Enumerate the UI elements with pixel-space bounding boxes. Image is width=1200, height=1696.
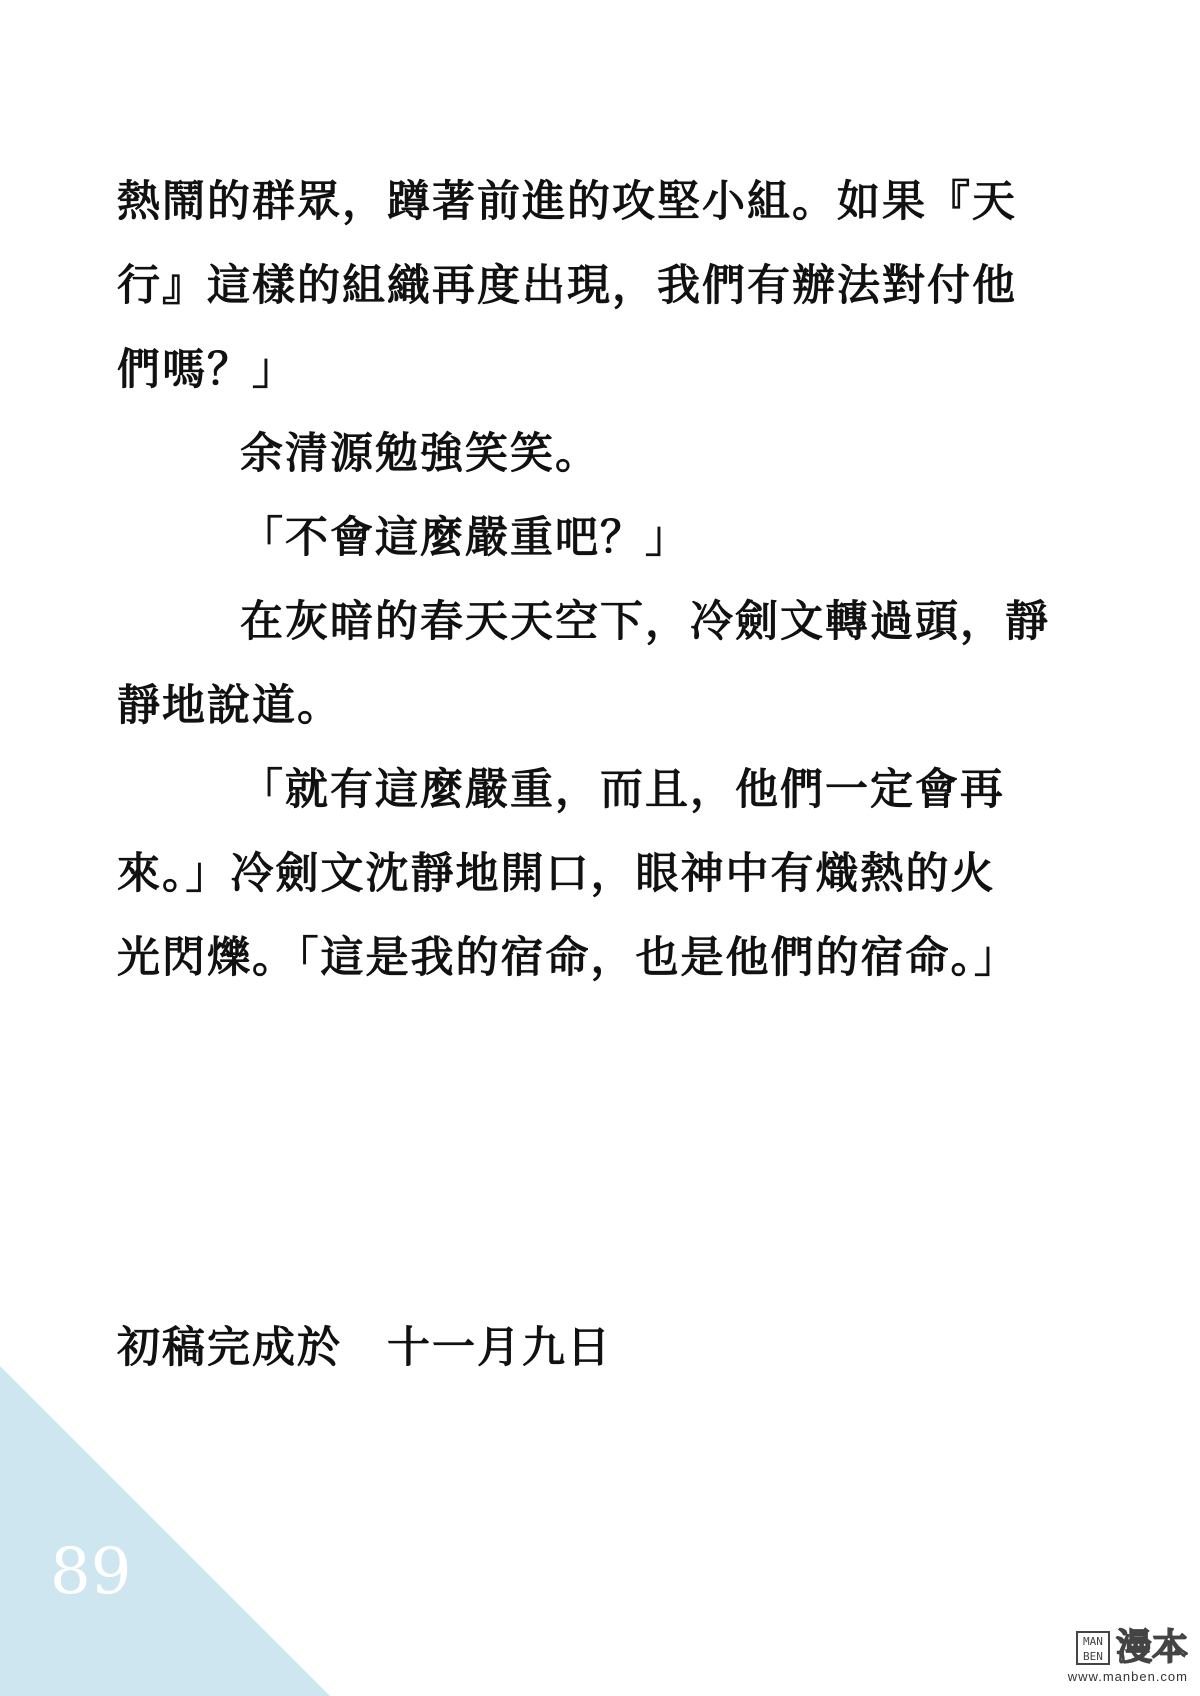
text-line: 熱鬧的群眾，蹲著前進的攻堅小組。如果『天 [117, 177, 1017, 227]
text-line: 在灰暗的春天天空下，冷劍文轉過頭，靜 [240, 597, 1050, 647]
text-line: 行』這樣的組織再度出現，我們有辦法對付他 [117, 261, 1017, 311]
watermark-logo [1038, 1629, 1188, 1667]
watermark-logo-text: 漫本 [1115, 1627, 1188, 1668]
text-line: 「就有這麼嚴重，而且，他們一定會再 [240, 765, 1005, 815]
text-line: 來。」冷劍文沈靜地開口，眼神中有熾熱的火 [117, 849, 996, 899]
watermark [1038, 1629, 1188, 1684]
text-line: 余清源勉強笑笑。 [240, 429, 600, 479]
text-line: 光閃爍。「這是我的宿命，也是他們的宿命。」 [117, 933, 1019, 983]
text-line: 「不會這麼嚴重吧？」 [240, 513, 690, 563]
body-text [117, 160, 1097, 1000]
watermark-url: www.manben.com [1067, 1669, 1188, 1684]
manben-logo-icon: MAN BEN [1076, 1631, 1110, 1665]
page-number: 89 [50, 1535, 132, 1609]
text-line: 們嗎？」 [117, 345, 297, 395]
completion-note: 初稿完成於 十一月九日 [117, 1323, 612, 1373]
text-line: 靜地說道。 [117, 681, 342, 731]
corner-decoration [0, 1366, 330, 1696]
